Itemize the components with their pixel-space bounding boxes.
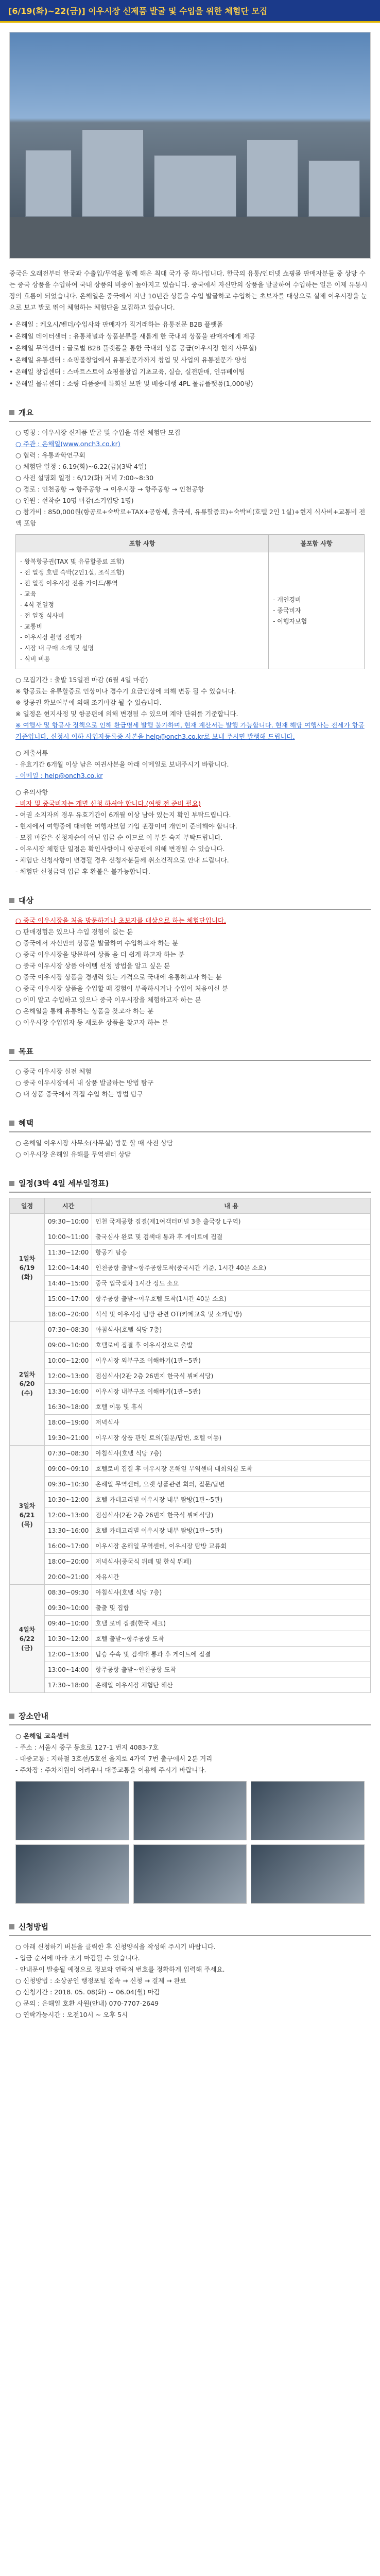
schedule-content: 호텔 출발~항주공항 도착 — [92, 1631, 371, 1647]
page-title-bar — [0, 0, 380, 23]
schedule-content: 자유시간 — [92, 1569, 371, 1585]
service-bullet: • 온해일 물류센터 : 소량 다품종에 특화된 보관 및 배송대행 4PL 물류플랫폼(1,000평) — [9, 380, 253, 387]
schedule-row — [10, 1245, 371, 1260]
schedule-time: 09:00~10:00 — [45, 1337, 92, 1353]
apply-title: 신청방법 — [19, 1922, 48, 1931]
schedule-time: 12:00~13:00 — [45, 1647, 92, 1662]
caution-item: - 체험단 신청사항이 변경될 경우 신청자분들께 취소건적으로 안내 드립니다. — [15, 856, 229, 864]
benefit-lines — [9, 1138, 371, 1160]
excluded-item: - 여행자보험 — [273, 617, 307, 625]
schedule-time: 10:00~12:00 — [45, 1353, 92, 1368]
schedule-content: 온해일 무역센터, 오랫 상품관련 회의, 질문/답변 — [92, 1477, 371, 1492]
section-marker-icon — [9, 410, 14, 415]
schedule-content: 저녁식사(중국식 뷔페 및 한식 뷔페) — [92, 1554, 371, 1569]
schedule-row — [10, 1647, 371, 1662]
place-section — [9, 1710, 371, 1904]
schedule-row — [10, 1662, 371, 1677]
apply-lines — [9, 1941, 371, 2021]
apply-section — [9, 1921, 371, 2021]
schedule-time: 16:30~18:00 — [45, 1399, 92, 1415]
schedule-time: 18:00~19:00 — [45, 1415, 92, 1430]
included-list — [16, 552, 269, 669]
schedule-content: 이우시장 온해일 무역센터, 이우시장 탐방 교류회 — [92, 1538, 371, 1554]
schedule-row — [10, 1446, 371, 1461]
schedule-row — [10, 1368, 371, 1384]
overview-note: ※ 항공료는 유류할증료 인상이나 경수기 요금인상에 의해 변동 될 수 있습니다. — [15, 687, 236, 695]
target-line: ○ 중국에서 자신만의 상품을 발굴하여 수입하고자 하는 분 — [15, 939, 179, 947]
goal-title: 목표 — [19, 1047, 33, 1056]
target-lines — [15, 926, 371, 1028]
schedule-row — [10, 1276, 371, 1291]
schedule-content: 인천 국제공항 집결(제1여객터미널 3층 출국장 L구역) — [92, 1214, 371, 1229]
caution-list — [15, 809, 371, 877]
target-line: ○ 이우시장 수입업자 등 새로운 상품을 찾고자 하는 분 — [15, 1019, 168, 1026]
schedule-content: 항주공항 출발~이우호텔 도착(1시간 40분 소요) — [92, 1291, 371, 1307]
schedule-day: 2일차 6/20 (수) — [10, 1322, 45, 1446]
schedule-time: 10:00~11:00 — [45, 1229, 92, 1245]
apply-line: ○ 문의 : 온해일 호환 사원(안내) 070-7707-2649 — [15, 1999, 159, 2007]
schedule-time: 08:30~09:30 — [45, 1585, 92, 1600]
excluded-header: 불포함 사항 — [269, 535, 365, 552]
venue-photo — [133, 1781, 247, 1840]
apply-line: ○ 연락가능시간 : 오전10시 ~ 오후 5시 — [15, 2011, 128, 2019]
schedule-row — [10, 1337, 371, 1353]
benefit-line: ○ 이우시장 온해일 유해를 무역센터 상담 — [15, 1150, 131, 1158]
overview-note: ※ 항공권 확보여부에 의해 조기마감 될 수 있습니다. — [15, 699, 162, 706]
schedule-row — [10, 1291, 371, 1307]
schedule-content: 출출 및 집합 — [92, 1600, 371, 1616]
schedule-time: 09:30~10:00 — [45, 1600, 92, 1616]
schedule-row — [10, 1507, 371, 1523]
target-line: ○ 중국 이우시장 상품을 경쟁력 있는 가격으로 국내에 유통하고자 하는 분 — [15, 973, 222, 981]
schedule-content: 이우시장 외부구조 이해하기(1관~5관) — [92, 1353, 371, 1368]
section-marker-icon — [9, 898, 14, 903]
apply-line: ○ 아래 신청하기 버튼을 클릭한 후 신청양식을 작성해 주시기 바랍니다. — [15, 1943, 216, 1951]
target-section — [9, 895, 371, 1028]
included-item: - 왕복항공권(TAX 및 유류할증료 포함) — [20, 558, 125, 565]
benefit-title: 혜택 — [19, 1118, 33, 1128]
schedule-row — [10, 1631, 371, 1647]
included-item: - 식비 비용 — [20, 655, 50, 663]
schedule-content: 점심식사(2관 2층 26번지 한국식 뷔페식당) — [92, 1507, 371, 1523]
intro-text: 중국은 오래전부터 한국과 수출입/무역을 함께 해온 최대 국가 중 하나입니다. 한국의 유통/인터넷 쇼핑몰 판매자분들 중 상당 수는 중국 상품을 수입하여 국내 상품의 비중이 높아지고 있습니다. 중국에서 자신만의 상품을 발굴하여 수입하는 일은 이제 유통시장의 흐름이 되었습니다. 온해일은 중국에서 지난 10년간 상품을 수입 발굴하고 수입하는 초보자를 대상으로 실제 이우시장을 눈으로 보고 발로 뛰어 체험하는 체험단을 모집하고 있습니다. — [9, 269, 368, 311]
page-title: [6/19(화)~22(금)] 이우시장 신제품 발굴 및 수입을 위한 체험단 모집 — [8, 6, 268, 16]
venue-photo — [133, 1844, 247, 1904]
schedule-time: 11:30~12:00 — [45, 1245, 92, 1260]
target-line: ○ 온해일을 통해 유통하는 상품을 찾고자 하는 분 — [15, 1007, 154, 1015]
schedule-content: 이우시장 내부구조 이해하기(1관~5관) — [92, 1384, 371, 1399]
schedule-time: 20:00~21:00 — [45, 1569, 92, 1585]
schedule-row — [10, 1229, 371, 1245]
schedule-content: 석식 및 이우시장 탐방 관련 OT(카페교육 및 소개탐방) — [92, 1307, 371, 1322]
schedule-content: 아침식사(호텔 식당 7층) — [92, 1585, 371, 1600]
overview-line: ○ 인원 : 선착순 10명 마감(소기업당 1명) — [15, 497, 134, 504]
schedule-content: 호텔 카테고리별 이우시장 내부 탐방(1관~5관) — [92, 1523, 371, 1538]
schedule-content: 호텔 카테고리별 이우시장 내부 탐방(1관~5관) — [92, 1492, 371, 1507]
schedule-content: 항공기 탑승 — [92, 1245, 371, 1260]
place-line: - 대중교통 : 지하철 3호선/5호선 을지로 4가역 7번 출구에서 2분 거리 — [15, 1755, 213, 1762]
schedule-time: 18:00~20:00 — [45, 1554, 92, 1569]
schedule-time: 17:30~18:00 — [45, 1677, 92, 1693]
overview-note: ※ 여행사 및 항공사 정책으로 인해 환급명세 발행 불가하며, 현재 계산서는 발행 가능합니다. 현재 해당 여행사는 전세가 항공 기준입니다. 신청시 이하 사업자등록증 사본을 help@onch3.co.kr로 보내 주시면 발행해 드립니다. — [15, 721, 365, 740]
included-item: - 전 일정 식사비 — [20, 612, 64, 619]
goal-line: ○ 중국 이우시장 실전 체험 — [15, 1067, 92, 1075]
schedule-time: 09:00~09:10 — [45, 1461, 92, 1477]
caution-highlight: - 비자 및 중국비자는 개별 신청 하셔야 합니다.(여행 전 준비 필요) — [15, 800, 201, 807]
excluded-item: - 개인경비 — [273, 596, 301, 603]
schedule-row — [10, 1523, 371, 1538]
included-item: - 시장 내 구매 소개 및 설명 — [20, 645, 94, 652]
schedule-row — [10, 1616, 371, 1631]
schedule-content: 탑승 수속 및 검색대 통과 후 게이트에 집결 — [92, 1647, 371, 1662]
included-item: - 이우시장 촬영 진행자 — [20, 634, 82, 641]
overview-note: ○ 모집기간 : 출발 15일전 마감 (6월 4일 마감) — [15, 676, 148, 684]
schedule-time: 16:00~17:00 — [45, 1538, 92, 1554]
section-marker-icon — [9, 1924, 14, 1929]
schedule-time: 14:40~15:00 — [45, 1276, 92, 1291]
caution-item: - 여권 소지자의 경우 유효기간이 6개월 이상 남아 있는지 확인 부탁드립니다. — [15, 811, 231, 819]
overview-line: ○ 주관 : 온해일(www.onch3.co.kr) — [15, 440, 120, 448]
section-marker-icon — [9, 1714, 14, 1719]
overview-line: ○ 경로 : 인천공항 → 항주공항 → 이우시장 → 항주공항 → 인천공항 — [15, 485, 204, 493]
caution-item: - 체험단 신청금액 입금 후 환불은 불가능합니다. — [15, 868, 150, 875]
schedule-content: 출국심사 완료 및 검색대 통과 후 게이트에 집결 — [92, 1229, 371, 1245]
caution-item: - 모집 마감은 신청자순이 아닌 입금 순 이므로 이 부분 숙지 부탁드립니다. — [15, 834, 223, 841]
schedule-head-time: 시간 — [45, 1198, 92, 1214]
schedule-content: 호텔로비 집결 후 이우시장 온해일 무역센터 대회의실 도착 — [92, 1461, 371, 1477]
venue-photo — [251, 1844, 365, 1904]
schedule-time: 13:30~16:00 — [45, 1384, 92, 1399]
schedule-row — [10, 1384, 371, 1399]
schedule-time: 12:00~13:00 — [45, 1507, 92, 1523]
schedule-time: 09:40~10:00 — [45, 1616, 92, 1631]
benefit-line: ○ 온해일 이우시장 사무소(사무실) 방문 할 때 사전 상담 — [15, 1139, 174, 1147]
schedule-row — [10, 1415, 371, 1430]
service-bullet: • 온해일 무역센터 : 글로벌 B2B 플랫폼을 통한 국내외 상품 공급(이우시장 현지 사무실) — [9, 344, 257, 352]
schedule-row — [10, 1307, 371, 1322]
schedule-time: 15:00~17:00 — [45, 1291, 92, 1307]
overview-line: ○ 참가비 : 850,000원(항공료+숙박료+TAX+공항세, 출국세, 유류할증료)+숙박비(호텔 2인 1실)+현지 식사비+교통비 전액 포함 — [15, 508, 366, 527]
caution-title: ○ 유의사항 — [15, 788, 48, 796]
schedule-content: 저녁식사 — [92, 1415, 371, 1430]
schedule-content: 아침식사(호텔 식당 7층) — [92, 1322, 371, 1337]
schedule-day: 1일차 6/19 (화) — [10, 1214, 45, 1322]
schedule-time: 13:30~16:00 — [45, 1523, 92, 1538]
venue-photo — [251, 1781, 365, 1840]
schedule-row — [10, 1569, 371, 1585]
schedule-content: 호텔 로비 집결(한국 체크) — [92, 1616, 371, 1631]
schedule-content: 호텔로비 집결 후 이우시장으로 출발 — [92, 1337, 371, 1353]
schedule-time: 10:30~12:00 — [45, 1492, 92, 1507]
apply-line: - 입금 순서에 따라 조기 마감될 수 있습니다. — [15, 1954, 140, 1962]
schedule-row — [10, 1322, 371, 1337]
schedule-table — [9, 1198, 371, 1693]
overview-line: ○ 사전 설명회 일정 : 6/12(화) 저녁 7:00~8:30 — [15, 474, 154, 482]
target-title: 대상 — [19, 896, 33, 905]
overview-line: ○ 체험단 일정 : 6.19(화)~6.22(금)(3박 4일) — [15, 463, 147, 470]
goal-lines — [9, 1066, 371, 1100]
schedule-row — [10, 1214, 371, 1229]
submission-line: ○ 제출서류 — [15, 749, 48, 757]
service-bullets — [9, 318, 371, 389]
submission-line: - 유효기간 6개월 이상 남은 여권사본을 아래 이메일로 보내주시기 바랍니다. — [15, 760, 229, 768]
overview-line: ○ 명칭 : 이우시장 신제품 발굴 및 수입을 위한 체험단 모집 — [15, 429, 181, 436]
included-item: - 교통비 — [20, 623, 42, 630]
service-bullet: • 온해일 : 케오시/벤더/수입사와 판매자가 직거래하는 유통전문 B2B 플랫폼 — [9, 320, 223, 328]
overview-note: ※ 일정은 현지사정 및 항공편에 의해 변경될 수 있으며 계약 단위를 기준합니다. — [15, 710, 238, 718]
schedule-time: 09:30~10:30 — [45, 1477, 92, 1492]
included-item: - 전 일정 이우시장 전용 가이드/통역 — [20, 580, 118, 587]
included-item: - 4식 전일정 — [20, 601, 54, 608]
target-line: ○ 이미 알고 수입하고 있으나 중국 이우시장을 체험하고자 하는 분 — [15, 996, 201, 1004]
schedule-row — [10, 1477, 371, 1492]
section-marker-icon — [9, 1121, 14, 1126]
place-title: 장소안내 — [19, 1711, 48, 1721]
schedule-row — [10, 1585, 371, 1600]
excluded-list — [269, 552, 365, 669]
included-item: - 전 일정 호텔 숙박(2인1실, 조식포함) — [20, 569, 125, 576]
apply-line: ○ 신청기간 : 2018. 05. 08(화) ~ 06.04(월) 마감 — [15, 1988, 160, 1996]
overview-section — [9, 407, 371, 877]
venue-photos — [15, 1781, 365, 1904]
schedule-content: 온해일 이우시장 체험단 해산 — [92, 1677, 371, 1693]
included-header: 포함 사항 — [16, 535, 269, 552]
schedule-head-content: 내 용 — [92, 1198, 371, 1214]
caution-item: - 이우시장 체험단 일정은 확인사항이니 항공편에 의해 변경될 수 있습니다. — [15, 845, 225, 853]
target-line: ○ 중국 이우시장 상품을 수입할 때 경험이 부족하시거나 수입이 처음이신 분 — [15, 985, 228, 992]
schedule-time: 07:30~08:30 — [45, 1322, 92, 1337]
target-line: ○ 중국 이우시장 상품 아이템 선정 방법을 알고 싶은 분 — [15, 962, 170, 970]
target-line: ○ 판매경험은 있으나 수입 경험이 없는 분 — [15, 928, 133, 936]
included-item: - 교육 — [20, 590, 37, 598]
excluded-item: - 중국비자 — [273, 606, 301, 614]
schedule-content: 아침식사(호텔 식당 7층) — [92, 1446, 371, 1461]
schedule-time: 18:00~20:00 — [45, 1307, 92, 1322]
section-marker-icon — [9, 1181, 14, 1186]
overview-line: ○ 협력 : 유통과학연구회 — [15, 451, 85, 459]
schedule-row — [10, 1260, 371, 1276]
place-subtitle: ○ 온해일 교육센터 — [15, 1732, 70, 1740]
target-highlight: ○ 중국 이우시장을 처음 방문하거나 초보자를 대상으로 하는 체험단입니다. — [15, 917, 226, 924]
target-line: ○ 중국 이우시장을 방문하여 상품 을 더 쉽게 하고자 하는 분 — [15, 951, 185, 958]
schedule-time: 19:30~21:00 — [45, 1430, 92, 1446]
schedule-row — [10, 1677, 371, 1693]
inclusion-table — [15, 534, 365, 669]
schedule-time: 12:00~14:40 — [45, 1260, 92, 1276]
overview-lines — [9, 427, 371, 529]
goal-line: ○ 중국 이우시장에서 내 상품 발굴하는 방법 탐구 — [15, 1079, 154, 1087]
apply-line: - 안내문이 발송될 예정으로 정보와 연락처 번호를 정확하게 입력해 주세요. — [15, 1965, 225, 1973]
service-bullet: • 온해일 창업센터 : 스마트스토어 쇼핑몰창업 기초교육, 실습, 실전판매, 인큐베이팅 — [9, 368, 245, 376]
service-bullet: • 온해일 데이터센터 : 유통채널과 상품분류를 새롭게 한 국내외 상품을 판매자에게 제공 — [9, 332, 255, 340]
service-bullet: • 온해일 유통센터 : 쇼핑몰창업에서 유통전문가까지 창업 및 사업의 유통전문가 양성 — [9, 356, 247, 364]
schedule-time: 12:00~13:00 — [45, 1368, 92, 1384]
submission-line: - 이메일 : help@onch3.co.kr — [15, 772, 103, 779]
schedule-content: 인천공항 출발~항주공항도착(중국시간 기준, 1시간 40분 소요) — [92, 1260, 371, 1276]
schedule-content: 호텔 이동 및 휴식 — [92, 1399, 371, 1415]
caution-item: - 현지에서 여행중에 대비한 여행자보험 가입 권장이며 개인이 준비해야 합니다. — [15, 822, 237, 830]
section-marker-icon — [9, 1049, 14, 1054]
schedule-row — [10, 1353, 371, 1368]
overview-title: 개요 — [19, 408, 33, 417]
submission-info — [9, 748, 371, 782]
goal-section — [9, 1046, 371, 1100]
schedule-day: 4일차 6/22 (금) — [10, 1585, 45, 1693]
benefit-section — [9, 1117, 371, 1160]
hero-photo — [9, 32, 371, 259]
schedule-content: 중국 입국절차 1시간 정도 소요 — [92, 1276, 371, 1291]
apply-line: ○ 신청방법 : 소상공인 행정포털 접속 → 신청 → 결제 → 완료 — [15, 1977, 186, 1985]
schedule-row — [10, 1538, 371, 1554]
schedule-title: 일정(3박 4일 세부일정표) — [19, 1179, 109, 1188]
schedule-head-day: 일정 — [10, 1198, 45, 1214]
schedule-row — [10, 1600, 371, 1616]
schedule-day: 3일차 6/21 (목) — [10, 1446, 45, 1585]
overview-notes — [9, 674, 371, 742]
schedule-row — [10, 1399, 371, 1415]
schedule-row — [10, 1461, 371, 1477]
schedule-section — [9, 1178, 371, 1693]
schedule-row — [10, 1492, 371, 1507]
place-lines — [15, 1742, 371, 1776]
schedule-time: 07:30~08:30 — [45, 1446, 92, 1461]
venue-photo — [15, 1781, 129, 1840]
schedule-time: 09:30~10:00 — [45, 1214, 92, 1229]
schedule-content: 이우시장 상품 관련 토의(질문/답변, 호텔 이동) — [92, 1430, 371, 1446]
schedule-time: 13:00~14:00 — [45, 1662, 92, 1677]
place-line: - 주차장 : 주차지원이 어려우니 대중교통을 이용해 주시기 바랍니다. — [15, 1766, 206, 1774]
schedule-content: 항주공항 출발~인천공항 도착 — [92, 1662, 371, 1677]
schedule-row — [10, 1554, 371, 1569]
venue-photo — [15, 1844, 129, 1904]
place-line: - 주소 : 서울시 중구 동호로 127-1 번지 4083-7호 — [15, 1743, 159, 1751]
goal-line: ○ 내 상품 중국에서 직접 수입 하는 방법 탐구 — [15, 1090, 143, 1098]
schedule-row — [10, 1430, 371, 1446]
schedule-time: 10:30~12:00 — [45, 1631, 92, 1647]
schedule-content: 점심식사(2관 2층 26번지 한국식 뷔페식당) — [92, 1368, 371, 1384]
